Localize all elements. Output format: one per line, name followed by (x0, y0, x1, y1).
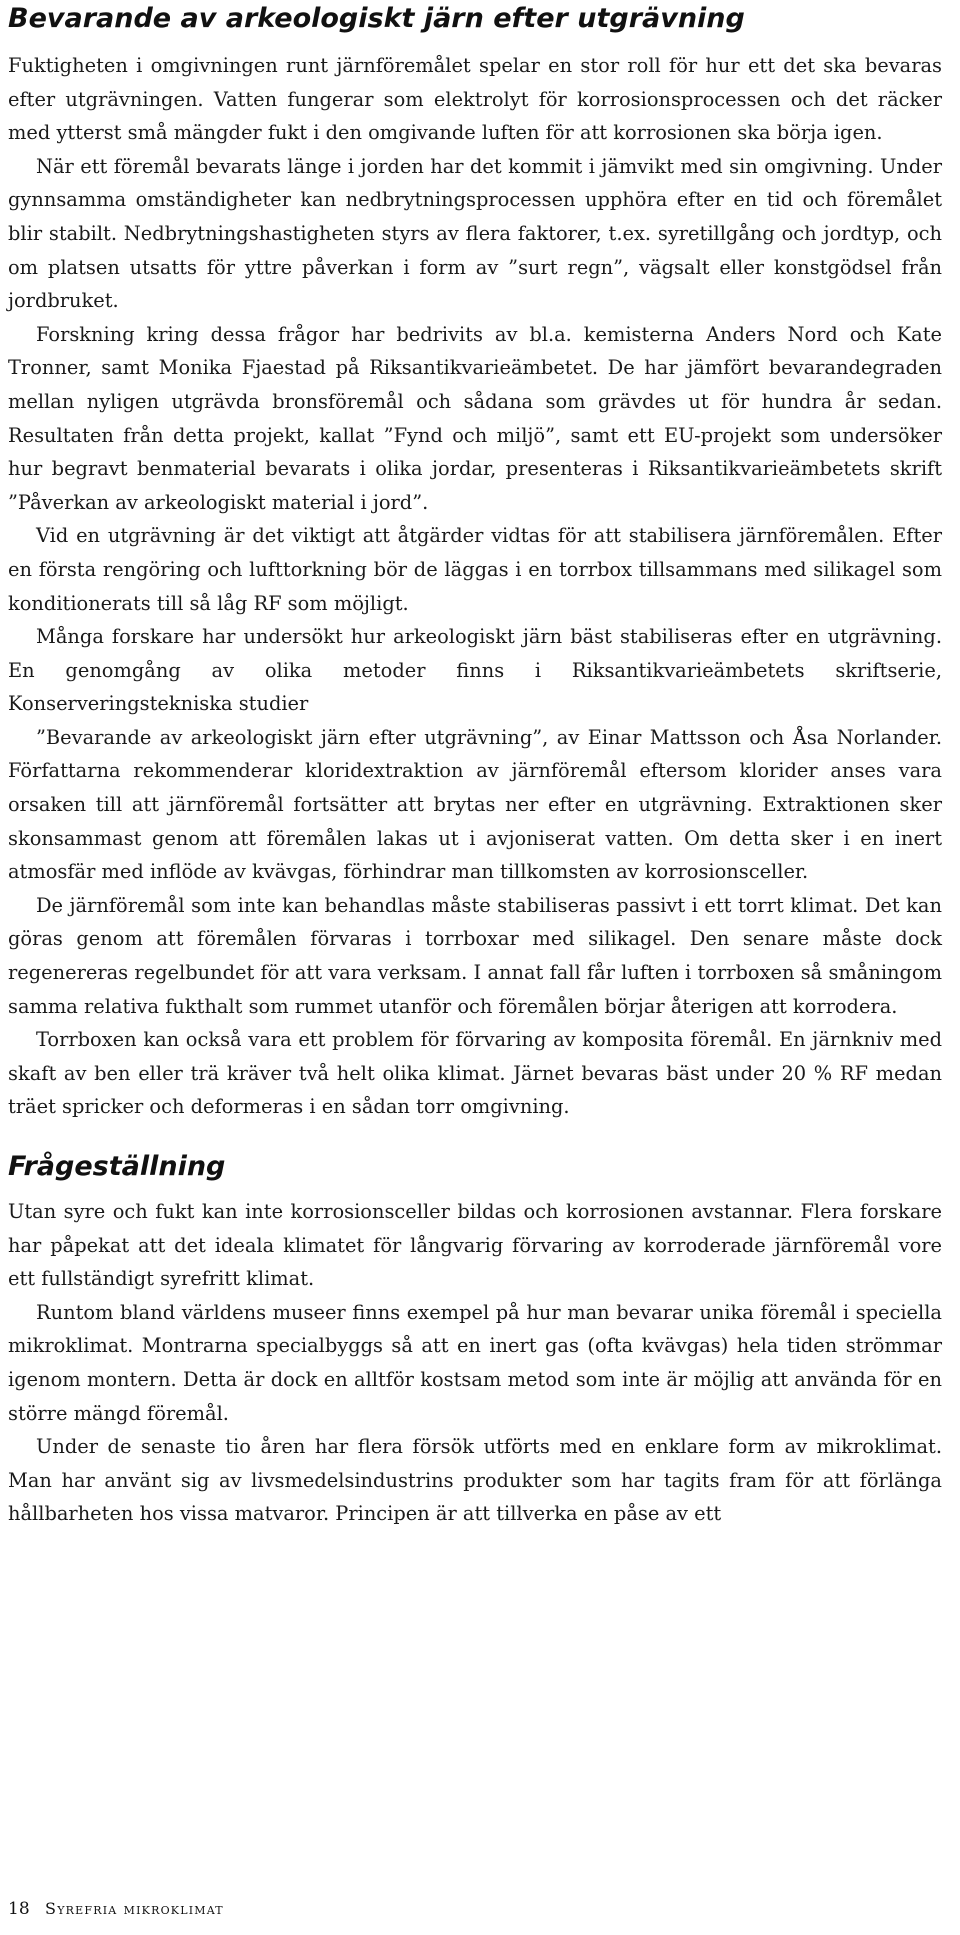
document-page (8, 0, 942, 1531)
section-body-bevarande (8, 49, 942, 1124)
running-title: Syrefria mikroklimat (45, 1899, 224, 1918)
section-body-fragestallning (8, 1195, 942, 1531)
paragraph: När ett föremål bevarats länge i jorden har det kommit i jämvikt med sin omgivning. Under gynnsamma omständigheter kan nedbrytningsprocessen upphöra efter en tid och föremålet blir stabilt. Nedbrytningshastigheten styrs av flera faktorer, t.ex. syretillgång och jordtyp, och om platsen utsatts för yttre påverkan i form av ”surt regn”, vägsalt eller konstgödsel från jordbruket. (8, 154, 942, 313)
paragraph: De järnföremål som inte kan behandlas måste stabiliseras passivt i ett torrt klimat. Det kan göras genom att föremålen förvaras i torrboxar med silikagel. Den senare måste dock regenereras regelbundet för att vara verksam. I annat fall får luften i torrboxen så småningom samma relativa fukthalt som rummet utanför och föremålen börjar återigen att korrodera. (8, 893, 942, 1018)
paragraph: Utan syre och fukt kan inte korrosionsceller bildas och korrosionen avstannar. Flera forskare har påpekat att det ideala klimatet för långvarig förvaring av korroderade järnföremål vore ett fullständigt syrefritt klimat. (8, 1200, 942, 1291)
paragraph: Vid en utgrävning är det viktigt att åtgärder vidtas för att stabilisera järnföremålen. Efter en första rengöring och lufttorkning bör de läggas i en torrbox tillsammans med silikagel som konditionerats till så låg RF som möjligt. (8, 524, 942, 615)
paragraph: Många forskare har undersökt hur arkeologiskt järn bäst stabiliseras efter en utgrävning. En genomgång av olika metoder finns i Riksantikvarieämbetets skriftserie, Konserveringstekniska studier (8, 625, 942, 716)
paragraph: Under de senaste tio åren har flera försök utförts med en enklare form av mikroklimat. Man har använt sig av livsmedelsindustrins produkter som har tagits fram för att förlänga hållbarheten hos vissa matvaror. Principen är att tillverka en påse av ett (8, 1435, 942, 1526)
section-heading-bevarande: Bevarande av arkeologiskt järn efter utgrävning (8, 3, 745, 34)
paragraph: Runtom bland världens museer finns exempel på hur man bevarar unika föremål i speciella mikroklimat. Montrarna specialbyggs så att en inert gas (ofta kvävgas) hela tiden strömmar igenom montern. Detta är dock en alltför kostsam metod som inte är möjlig att använda för en större mängd föremål. (8, 1300, 942, 1425)
paragraph: Torrboxen kan också vara ett problem för förvaring av komposita föremål. En järnkniv med skaft av ben eller trä kräver två helt olika klimat. Järnet bevaras bäst under 20 % RF medan träet spricker och deformeras i en sådan torr omgivning. (8, 1028, 942, 1119)
paragraph: Forskning kring dessa frågor har bedrivits av bl.a. kemisterna Anders Nord och Kate Tronner, samt Monika Fjaestad på Riksantikvarieämbetet. De har jämfört bevarandegraden mellan nyligen utgrävda bronsföremål och sådana som grävdes ut för hundra år sedan. Resultaten från detta projekt, kallat ”Fynd och miljö”, samt ett EU-projekt som undersöker hur begravt benmaterial bevarats i olika jordar, presenteras i Riksantikvarieämbetets skrift ”Påverkan av arkeologiskt material i jord”. (8, 322, 942, 514)
paragraph: Fuktigheten i omgivningen runt järnföremålet spelar en stor roll för hur ett det ska bevaras efter utgrävningen. Vatten fungerar som elektrolyt för korrosionsprocessen och det räcker med ytterst små mängder fukt i den omgivande luften för att korrosionen ska börja igen. (8, 54, 942, 145)
section-heading-fragestallning: Frågeställning (8, 1151, 226, 1182)
page-footer (8, 1899, 224, 1919)
paragraph: ”Bevarande av arkeologiskt järn efter utgrävning”, av Einar Mattsson och Åsa Norlander. Författarna rekommenderar kloridextraktion av järnföremål eftersom klorider anses vara orsaken till att järnföremål fortsätter att brytas ner efter en utgrävning. Extraktionen sker skonsammast genom att föremålen lakas ut i avjoniserat vatten. Om detta sker i en inert atmosfär med inflöde av kvävgas, förhindrar man tillkomsten av korrosionsceller. (8, 725, 942, 884)
page-number: 18 (8, 1899, 30, 1919)
